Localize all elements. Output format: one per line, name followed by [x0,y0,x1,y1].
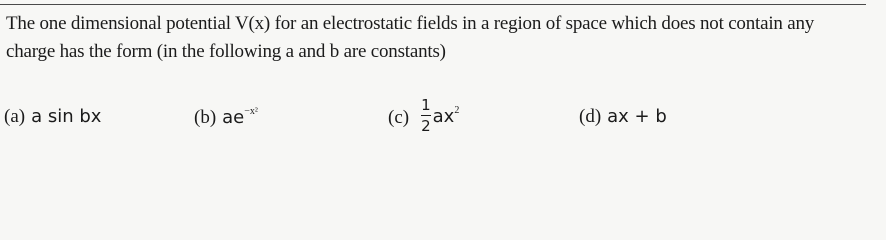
option-c-denominator: 2 [421,117,431,135]
option-c-numerator: 1 [421,96,431,114]
option-b-exponent: −x² [244,106,258,117]
question-line-2: charge has the form (in the following a and b are constants) [6,41,446,62]
question-line-1: The one dimensional potential V(x) for an electrostatic fields in a region of space which does not contain any [6,13,815,34]
top-rule [0,4,866,5]
option-c-base: ax [432,106,455,127]
option-d[interactable] [579,106,667,128]
option-c-exponent: 2 [454,105,460,116]
option-b[interactable] [194,106,258,129]
option-b-label: (b) [194,107,217,128]
option-b-base: ae [222,107,245,128]
option-a-label: (a) [4,106,26,127]
option-c[interactable] [388,96,459,144]
question-text [6,10,876,66]
option-c-label: (c) [388,106,410,128]
fraction-bar [421,115,431,116]
option-c-fraction [421,96,431,135]
option-d-expression: ax + b [607,106,667,127]
answer-options [4,96,874,144]
option-a-expression: a sin bx [31,106,102,127]
option-d-label: (d) [579,106,602,127]
option-a[interactable] [4,106,101,128]
